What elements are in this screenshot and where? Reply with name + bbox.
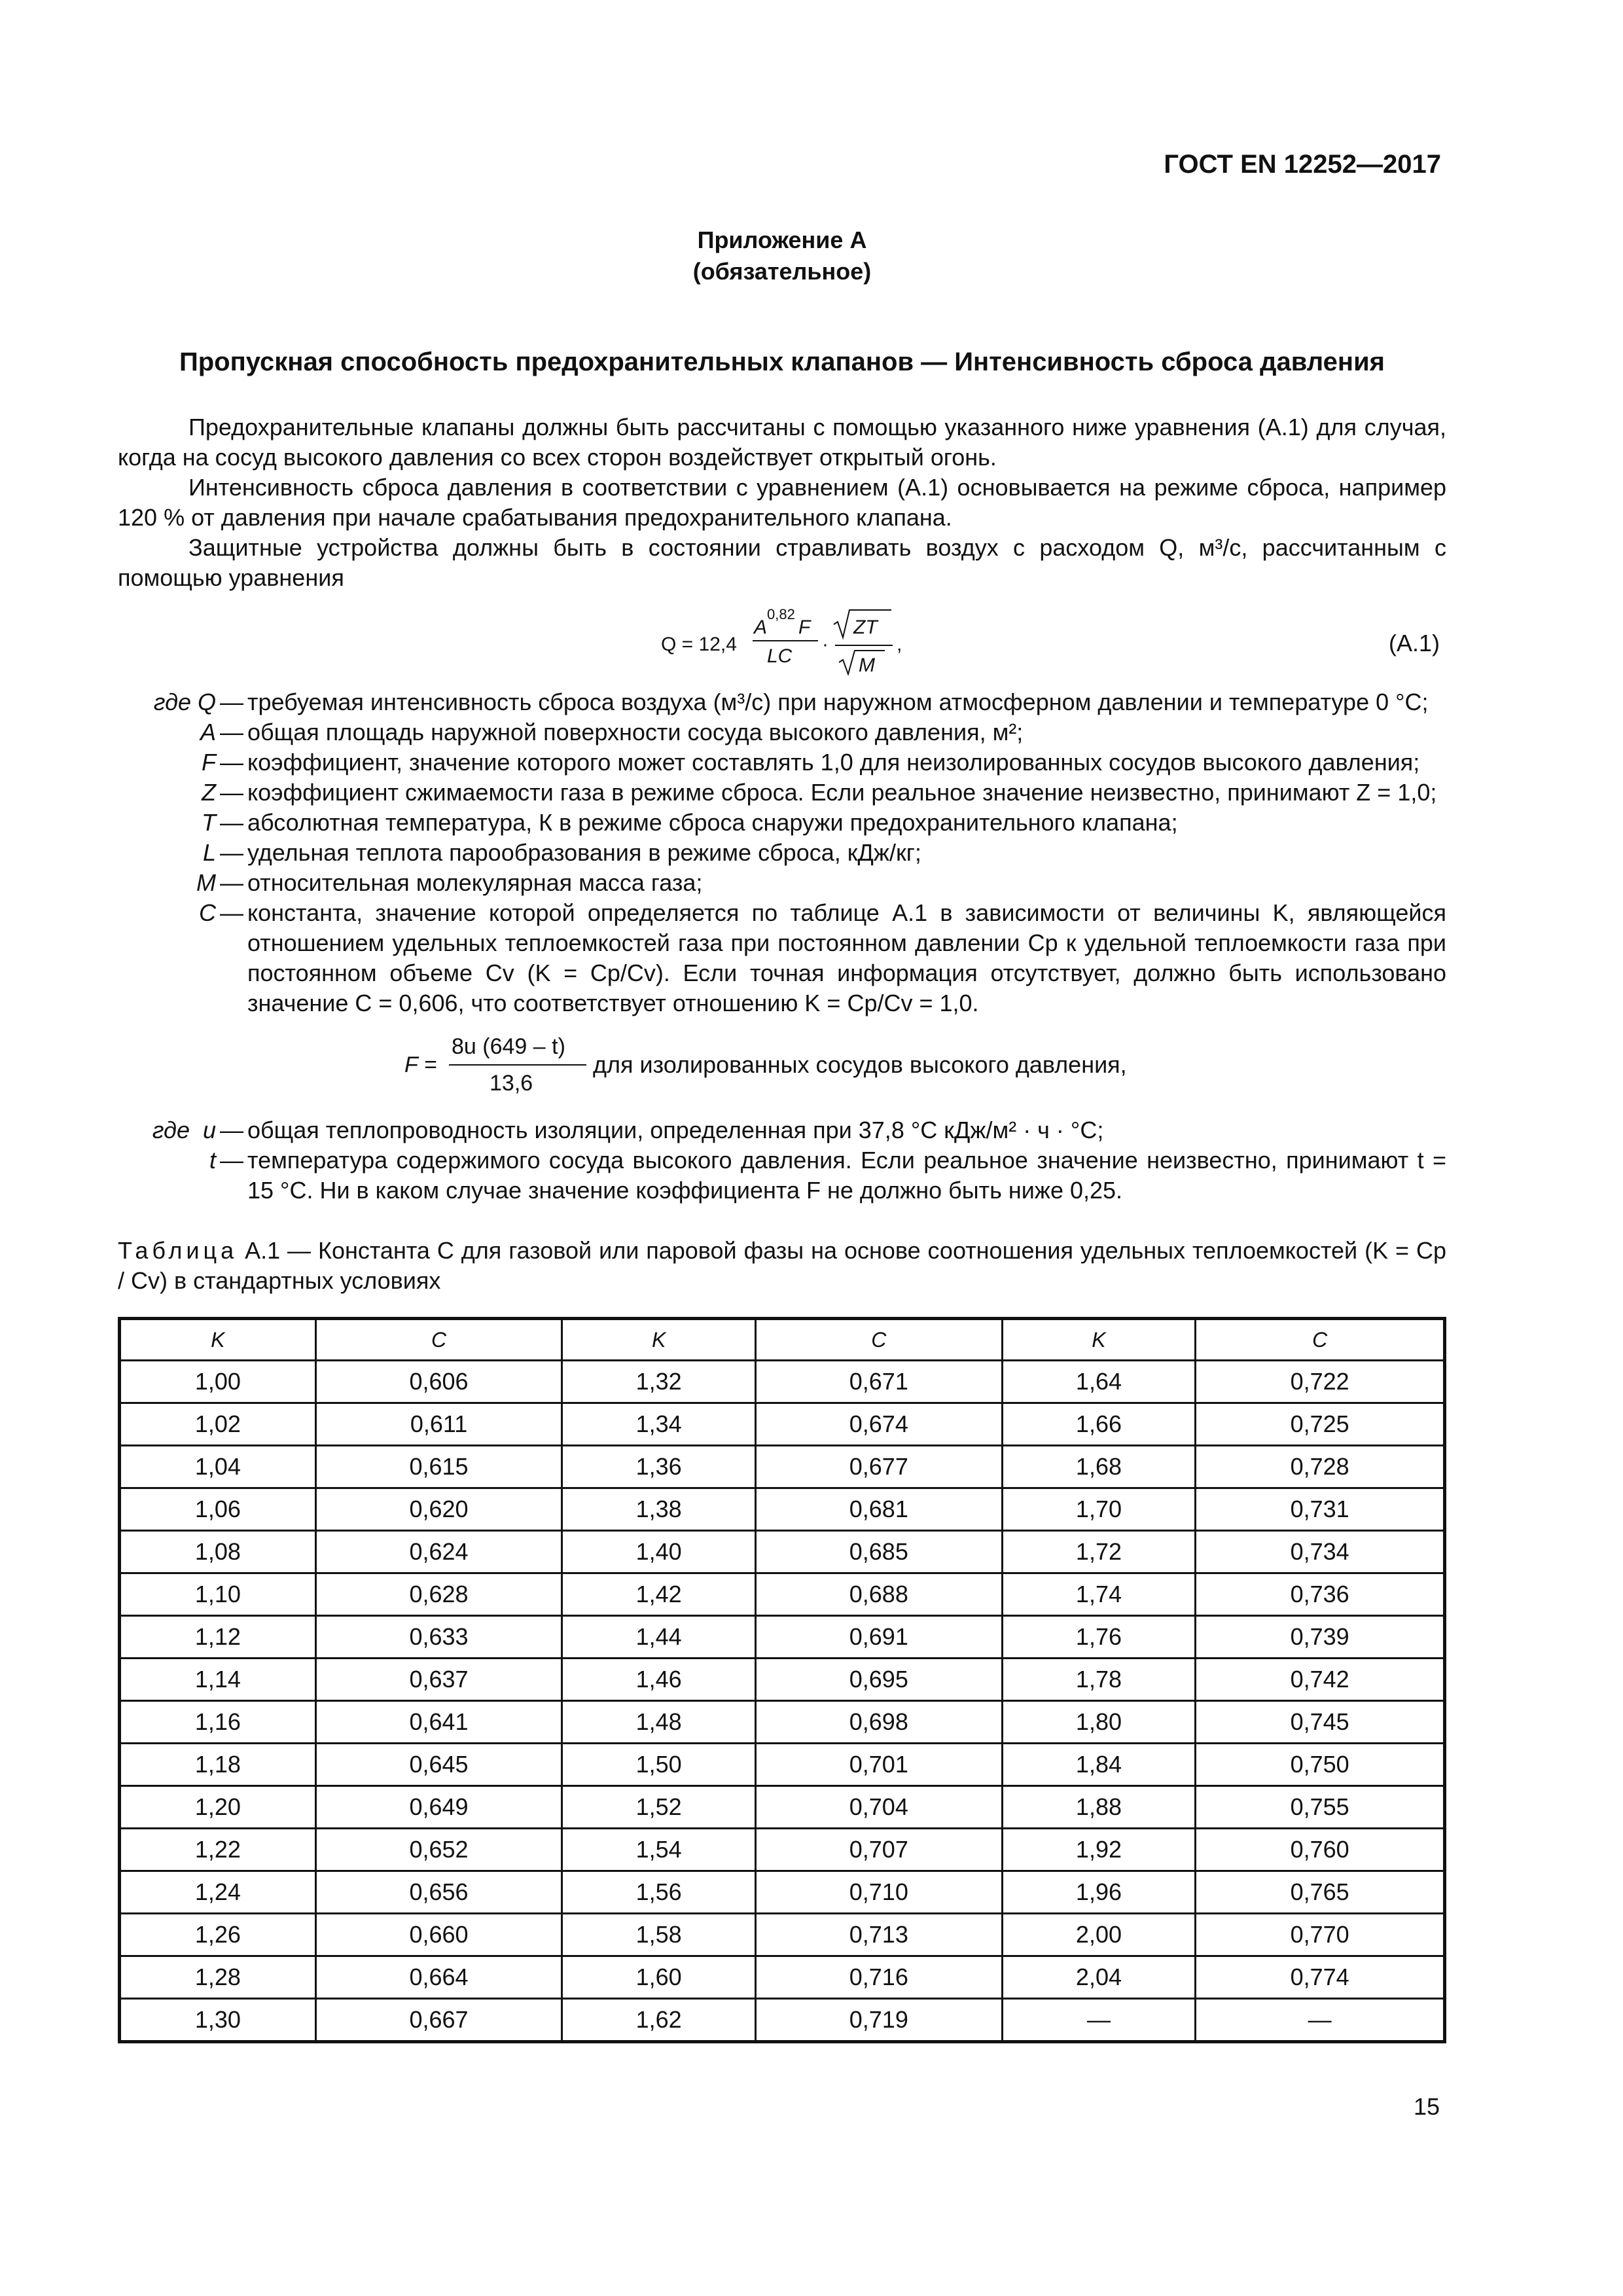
where-symbol: t bbox=[209, 1147, 216, 1174]
where-item bbox=[118, 838, 1446, 868]
table-cell: 0,641 bbox=[315, 1701, 562, 1744]
dash: — bbox=[220, 1117, 243, 1143]
formula-f bbox=[399, 1028, 1250, 1106]
table-cell: 1,66 bbox=[1002, 1403, 1196, 1446]
formula-f-num: 8u (649 – t) bbox=[452, 1034, 565, 1059]
table-cell: — bbox=[1196, 1999, 1445, 2042]
where-item bbox=[118, 868, 1446, 898]
table-row bbox=[120, 1829, 1445, 1871]
table-cell: 1,48 bbox=[562, 1701, 756, 1744]
table-row bbox=[120, 1871, 1445, 1914]
section-title: Пропускная способность предохранительных клапанов — Интенсивность сброса давления bbox=[179, 348, 1385, 376]
table-header-cell: K bbox=[562, 1319, 756, 1361]
table-cell: 1,56 bbox=[562, 1871, 756, 1914]
table-header-cell: K bbox=[1002, 1319, 1196, 1361]
table-cell: 1,18 bbox=[120, 1744, 316, 1786]
table-cell: 1,08 bbox=[120, 1531, 316, 1573]
formula-a1-comma: , bbox=[897, 634, 902, 655]
table-cell: 0,620 bbox=[315, 1488, 562, 1531]
table-cell: 1,38 bbox=[562, 1488, 756, 1531]
table-cell: 0,698 bbox=[756, 1701, 1003, 1744]
table-cell: 0,615 bbox=[315, 1446, 562, 1488]
table-cell: 1,44 bbox=[562, 1616, 756, 1659]
where-item bbox=[118, 898, 1446, 1018]
formula-a1-den: LC bbox=[767, 645, 793, 667]
table-cell: 1,96 bbox=[1002, 1871, 1196, 1914]
dash: — bbox=[220, 779, 243, 806]
table-cell: 1,80 bbox=[1002, 1701, 1196, 1744]
table-cell: 0,606 bbox=[315, 1361, 562, 1403]
formula-f-den: 13,6 bbox=[490, 1071, 533, 1096]
where-text: коэффициент, значение которого может составлять 1,0 для неизолированных сосудов высокого давления; bbox=[247, 749, 1420, 776]
table-row bbox=[120, 1786, 1445, 1829]
table-cell: 0,722 bbox=[1196, 1361, 1445, 1403]
table-cell: 0,701 bbox=[756, 1744, 1003, 1786]
table-header-cell: C bbox=[1196, 1319, 1445, 1361]
constant-c-table bbox=[118, 1317, 1446, 2043]
table-cell: 0,707 bbox=[756, 1829, 1003, 1871]
table-cell: 1,02 bbox=[120, 1403, 316, 1446]
dash: — bbox=[220, 749, 243, 776]
table-cell: 1,24 bbox=[120, 1871, 316, 1914]
table-cell: 0,664 bbox=[315, 1956, 562, 1999]
where-text: относительная молекулярная масса газа; bbox=[247, 869, 703, 896]
formula-a1-sqrt-num: ZT bbox=[853, 617, 878, 638]
table-cell: 1,20 bbox=[120, 1786, 316, 1829]
table-cell: 1,84 bbox=[1002, 1744, 1196, 1786]
table-cell: 0,628 bbox=[315, 1573, 562, 1616]
table-header-row bbox=[120, 1319, 1445, 1361]
table-cell: 1,92 bbox=[1002, 1829, 1196, 1871]
table-cell: 0,677 bbox=[756, 1446, 1003, 1488]
where-list-1 bbox=[118, 687, 1446, 1018]
where-symbol: T bbox=[202, 809, 216, 836]
table-cell: 0,624 bbox=[315, 1531, 562, 1573]
table-cell: 1,04 bbox=[120, 1446, 316, 1488]
table-cell: 1,32 bbox=[562, 1361, 756, 1403]
where-text: удельная теплота парообразования в режиме сброса, кДж/кг; bbox=[247, 839, 921, 866]
table-row bbox=[120, 1956, 1445, 1999]
formula-a1-sqrt-den: M bbox=[859, 655, 875, 676]
table-cell: 0,765 bbox=[1196, 1871, 1445, 1914]
table-cell: 0,710 bbox=[756, 1871, 1003, 1914]
table-row bbox=[120, 1659, 1445, 1701]
table-cell: 0,755 bbox=[1196, 1786, 1445, 1829]
table-cell: 1,76 bbox=[1002, 1616, 1196, 1659]
table-cell: 1,72 bbox=[1002, 1531, 1196, 1573]
table-cell: 0,674 bbox=[756, 1403, 1003, 1446]
where-symbol: A bbox=[200, 719, 216, 745]
table-cell: 0,750 bbox=[1196, 1744, 1445, 1786]
table-cell: — bbox=[1002, 1999, 1196, 2042]
table-cell: 0,691 bbox=[756, 1616, 1003, 1659]
table-cell: 0,716 bbox=[756, 1956, 1003, 1999]
table-row bbox=[120, 1531, 1445, 1573]
table-cell: 1,36 bbox=[562, 1446, 756, 1488]
table-cell: 0,667 bbox=[315, 1999, 562, 2042]
table-cell: 0,611 bbox=[315, 1403, 562, 1446]
table-cell: 0,688 bbox=[756, 1573, 1003, 1616]
table-header-cell: K bbox=[120, 1319, 316, 1361]
table-cell: 1,74 bbox=[1002, 1573, 1196, 1616]
table-row bbox=[120, 1616, 1445, 1659]
formula-a1-lhs: Q = 12,4 bbox=[661, 634, 737, 655]
table-cell: 1,34 bbox=[562, 1403, 756, 1446]
dash: — bbox=[220, 899, 243, 926]
paragraph-1: Предохранительные клапаны должны быть рассчитаны с помощью указанного ниже уравнения (А.1) для случая, когда на сосуд высокого давления со всех сторон воздействует открытый огонь. bbox=[118, 414, 1446, 471]
dash: — bbox=[220, 719, 243, 745]
where-symbol: F bbox=[202, 749, 216, 776]
where-item bbox=[118, 687, 1446, 717]
table-caption-word: Таблица bbox=[118, 1237, 238, 1264]
where-text: общая теплопроводность изоляции, определенная при 37,8 °С кДж/м² · ч · °С; bbox=[247, 1117, 1104, 1143]
table-cell: 0,742 bbox=[1196, 1659, 1445, 1701]
where-symbol: Z bbox=[202, 779, 216, 806]
where-item bbox=[118, 1145, 1446, 1206]
table-caption-text: А.1 — Константа C для газовой или паровой фазы на основе соотношения удельных теплоемкостей (K = Cp / Cv) в стандартных условиях bbox=[118, 1237, 1446, 1294]
table-cell: 1,78 bbox=[1002, 1659, 1196, 1701]
table-cell: 1,58 bbox=[562, 1914, 756, 1956]
annex-status: (обязательное) bbox=[692, 258, 872, 285]
where-text: температура содержимого сосуда высокого давления. Если реальное значение неизвестно, принимают t = 15 °С. Ни в каком случае значение коэффициента F не должно быть ниже 0,25. bbox=[247, 1147, 1446, 1204]
where-item bbox=[118, 808, 1446, 838]
table-cell: 1,52 bbox=[562, 1786, 756, 1829]
formula-a1-ref: (А.1) bbox=[1388, 630, 1440, 656]
table-header-cell: C bbox=[756, 1319, 1003, 1361]
table-row bbox=[120, 1361, 1445, 1403]
table-cell: 0,704 bbox=[756, 1786, 1003, 1829]
table-cell: 2,00 bbox=[1002, 1914, 1196, 1956]
table-cell: 0,719 bbox=[756, 1999, 1003, 2042]
table-cell: 1,26 bbox=[120, 1914, 316, 1956]
table-cell: 0,770 bbox=[1196, 1914, 1445, 1956]
table-cell: 0,760 bbox=[1196, 1829, 1445, 1871]
table-cell: 2,04 bbox=[1002, 1956, 1196, 1999]
table-row bbox=[120, 1701, 1445, 1744]
page-number: 15 bbox=[1413, 2093, 1440, 2120]
table-cell: 1,68 bbox=[1002, 1446, 1196, 1488]
table-cell: 1,64 bbox=[1002, 1361, 1196, 1403]
formula-a1 bbox=[661, 602, 923, 681]
table-header-cell: C bbox=[315, 1319, 562, 1361]
fraction-bar bbox=[449, 1064, 586, 1066]
table-cell: 0,745 bbox=[1196, 1701, 1445, 1744]
table-cell: 1,54 bbox=[562, 1829, 756, 1871]
dash: — bbox=[220, 869, 243, 896]
table-row bbox=[120, 1573, 1445, 1616]
dash: — bbox=[220, 689, 243, 715]
table-cell: 1,16 bbox=[120, 1701, 316, 1744]
table-cell: 1,40 bbox=[562, 1531, 756, 1573]
table-cell: 1,62 bbox=[562, 1999, 756, 2042]
table-cell: 0,645 bbox=[315, 1744, 562, 1786]
where-text: константа, значение которой определяется по таблице А.1 в зависимости от величины K, являющейся отношением удельных теплоемкостей газа при постоянном давлении Cp к удельной теплоемкости газа при постоянном объеме Cv (K = Cp/Cv). Если точная информация отсутствует, должно быть использовано значение C = 0,606, что соответствует отношению K = Cp/Cv = 1,0. bbox=[247, 899, 1446, 1016]
table-cell: 0,681 bbox=[756, 1488, 1003, 1531]
where-symbol: M bbox=[196, 869, 216, 896]
table-cell: 0,671 bbox=[756, 1361, 1003, 1403]
table-cell: 1,10 bbox=[120, 1573, 316, 1616]
table-cell: 0,652 bbox=[315, 1829, 562, 1871]
table-cell: 0,637 bbox=[315, 1659, 562, 1701]
table-cell: 1,12 bbox=[120, 1616, 316, 1659]
table-cell: 1,42 bbox=[562, 1573, 756, 1616]
table-body bbox=[120, 1361, 1445, 2042]
where-item bbox=[118, 778, 1446, 808]
table-row bbox=[120, 1446, 1445, 1488]
dash: — bbox=[220, 809, 243, 836]
table-cell: 1,06 bbox=[120, 1488, 316, 1531]
document-id: ГОСТ EN 12252—2017 bbox=[1164, 150, 1441, 179]
where-item bbox=[118, 717, 1446, 747]
formula-f-lhs: F = bbox=[404, 1052, 437, 1077]
table-cell: 0,728 bbox=[1196, 1446, 1445, 1488]
table-cell: 1,28 bbox=[120, 1956, 316, 1999]
table-caption bbox=[118, 1236, 1446, 1296]
where-item bbox=[118, 1115, 1446, 1145]
table-cell: 1,00 bbox=[120, 1361, 316, 1403]
table-cell: 1,70 bbox=[1002, 1488, 1196, 1531]
where-symbol: где u bbox=[152, 1117, 216, 1143]
where-text: абсолютная температура, К в режиме сброса снаружи предохранительного клапана; bbox=[247, 809, 1178, 836]
table-cell: 0,660 bbox=[315, 1914, 562, 1956]
table-cell: 1,88 bbox=[1002, 1786, 1196, 1829]
where-text: требуемая интенсивность сброса воздуха (м³/с) при наружном атмосферном давлении и температуре 0 °С; bbox=[247, 689, 1429, 715]
table-cell: 0,656 bbox=[315, 1871, 562, 1914]
table-row bbox=[120, 1999, 1445, 2042]
dash: — bbox=[220, 839, 243, 866]
formula-a1-exp: 0,82 bbox=[767, 606, 795, 622]
table-cell: 1,30 bbox=[120, 1999, 316, 2042]
table-cell: 0,713 bbox=[756, 1914, 1003, 1956]
paragraph-2: Интенсивность сброса давления в соответствии с уравнением (А.1) основывается на режиме сброса, например 120 % от давления при начале срабатывания предохранительного клапана. bbox=[118, 474, 1446, 531]
table-cell: 1,14 bbox=[120, 1659, 316, 1701]
where-symbol: L bbox=[202, 839, 216, 866]
formula-f-tail: для изолированных сосудов высокого давления, bbox=[593, 1051, 1127, 1078]
paragraph-3: Защитные устройства должны быть в состоянии стравливать воздух с расходом Q, м³/с, рассчитанным с помощью уравнения bbox=[118, 534, 1446, 591]
where-text: общая площадь наружной поверхности сосуда высокого давления, м²; bbox=[247, 719, 1024, 745]
dash: — bbox=[220, 1147, 243, 1174]
table-cell: 0,685 bbox=[756, 1531, 1003, 1573]
table-cell: 0,734 bbox=[1196, 1531, 1445, 1573]
table-cell: 0,739 bbox=[1196, 1616, 1445, 1659]
formula-a1-dot: · bbox=[822, 634, 829, 655]
where-item bbox=[118, 747, 1446, 778]
table-cell: 1,46 bbox=[562, 1659, 756, 1701]
where-symbol: где Q bbox=[153, 689, 216, 715]
where-text: коэффициент сжимаемости газа в режиме сброса. Если реальное значение неизвестно, принимают Z = 1,0; bbox=[247, 779, 1437, 806]
where-list-2 bbox=[118, 1115, 1446, 1206]
formula-a1-num-tail: F bbox=[798, 617, 811, 638]
where-symbol: C bbox=[199, 899, 216, 926]
table-cell: 0,633 bbox=[315, 1616, 562, 1659]
annex-title: Приложение А bbox=[697, 226, 867, 253]
table-row bbox=[120, 1744, 1445, 1786]
table-cell: 1,60 bbox=[562, 1956, 756, 1999]
table-row bbox=[120, 1403, 1445, 1446]
table-cell: 0,695 bbox=[756, 1659, 1003, 1701]
formula-a1-num: A bbox=[754, 617, 768, 638]
table-cell: 0,774 bbox=[1196, 1956, 1445, 1999]
table-cell: 0,731 bbox=[1196, 1488, 1445, 1531]
table-cell: 0,649 bbox=[315, 1786, 562, 1829]
table-cell: 0,725 bbox=[1196, 1403, 1445, 1446]
table-row bbox=[120, 1488, 1445, 1531]
table-cell: 1,22 bbox=[120, 1829, 316, 1871]
table-cell: 1,50 bbox=[562, 1744, 756, 1786]
table-cell: 0,736 bbox=[1196, 1573, 1445, 1616]
table-row bbox=[120, 1914, 1445, 1956]
